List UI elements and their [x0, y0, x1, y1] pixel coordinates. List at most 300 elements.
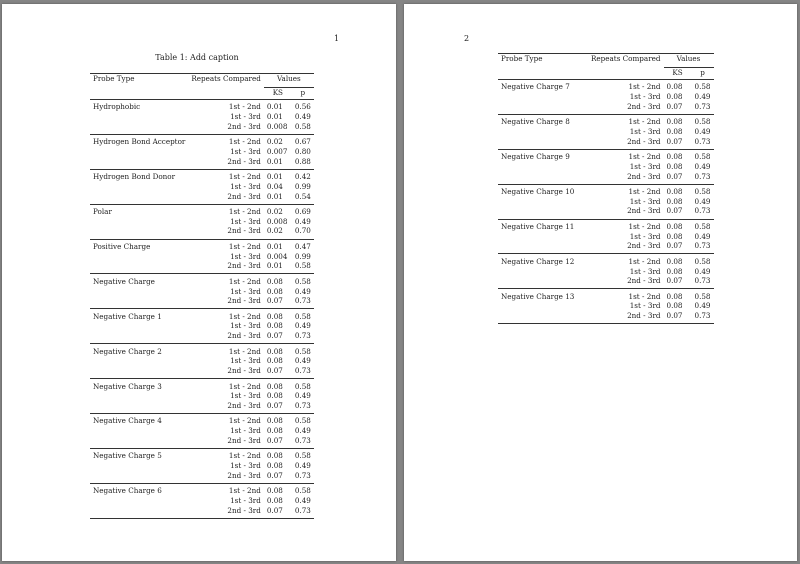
- p-value-cell: 0.49: [294, 495, 311, 505]
- probe-type-cell: [90, 461, 188, 471]
- p-value-cell: 0.58: [694, 256, 711, 266]
- p-value-cell: 0.69: [294, 207, 311, 217]
- ks-value-cell: 0.07: [666, 206, 683, 216]
- ks-value-cell: 0.008: [266, 121, 288, 131]
- probe-type-cell: Negative Charge 6: [93, 486, 162, 496]
- p-value-cell: 0.58: [294, 311, 311, 321]
- probe-type-cell: Negative Charge 5: [93, 451, 162, 461]
- repeats-cell: 1st - 2nd: [228, 416, 261, 426]
- table-row: [90, 134, 314, 147]
- table-row: [498, 311, 714, 324]
- ks-value-cell: 0.07: [666, 136, 683, 146]
- results-table: [498, 53, 714, 324]
- repeats-cell: 2nd - 3rd: [227, 261, 261, 271]
- table-row: [90, 100, 314, 113]
- header-ks: KS: [664, 68, 692, 80]
- table-row: [90, 204, 314, 217]
- header-repeats-compared: Repeats Compared: [188, 74, 264, 88]
- p-value-cell: 0.73: [694, 136, 711, 146]
- repeats-cell: 1st - 3rd: [230, 461, 261, 470]
- repeats-cell: 1st - 3rd: [230, 216, 261, 226]
- repeats-cell: 2nd - 3rd: [227, 400, 261, 410]
- ks-value-cell: 0.08: [266, 356, 283, 366]
- p-value-cell: 0.58: [694, 221, 711, 231]
- table-row: [498, 92, 714, 102]
- p-value-cell: 0.73: [694, 276, 711, 286]
- probe-type-cell: [498, 137, 588, 150]
- document-page-2: [404, 4, 797, 561]
- repeats-cell: 1st - 3rd: [230, 356, 261, 366]
- ks-value-cell: 0.01: [266, 156, 283, 166]
- probe-type-cell: [90, 112, 188, 122]
- probe-type-cell: [498, 301, 588, 311]
- ks-value-cell: 0.07: [266, 331, 283, 341]
- repeats-cell: 2nd - 3rd: [227, 331, 261, 341]
- p-value-cell: 0.49: [694, 301, 711, 311]
- table-row: [90, 391, 314, 401]
- p-value-cell: 0.73: [694, 311, 711, 321]
- table-row: [90, 401, 314, 414]
- p-value-cell: 0.99: [294, 181, 311, 191]
- p-value-cell: 0.67: [294, 137, 311, 147]
- repeats-cell: 1st - 2nd: [228, 311, 261, 321]
- probe-type-cell: [90, 471, 188, 484]
- p-value-cell: 0.73: [694, 206, 711, 216]
- p-value-cell: 0.99: [294, 251, 311, 261]
- ks-value-cell: 0.08: [266, 486, 283, 496]
- probe-group: [90, 448, 314, 483]
- probe-type-cell: [498, 232, 588, 242]
- probe-type-cell: [498, 102, 588, 115]
- table-row: [90, 414, 314, 427]
- document-page-1: [2, 4, 396, 561]
- repeats-cell: 2nd - 3rd: [227, 470, 261, 480]
- probe-type-cell: [90, 391, 188, 401]
- probe-type-cell: Hydrophobic: [93, 102, 141, 112]
- probe-type-cell: Negative Charge 13: [501, 291, 575, 301]
- ks-value-cell: 0.08: [266, 311, 283, 321]
- table-row: [90, 506, 314, 519]
- p-value-cell: 0.73: [294, 470, 311, 480]
- repeats-cell: 1st - 2nd: [228, 207, 261, 217]
- ks-value-cell: 0.08: [666, 231, 683, 241]
- ks-value-cell: 0.07: [666, 311, 683, 321]
- table-row: [90, 366, 314, 379]
- repeats-cell: 2nd - 3rd: [627, 101, 661, 111]
- repeats-cell: 1st - 3rd: [629, 231, 661, 241]
- p-value-cell: 0.58: [294, 451, 311, 461]
- probe-type-cell: [90, 182, 188, 192]
- p-value-cell: 0.88: [294, 156, 311, 166]
- header-p: p: [692, 68, 714, 80]
- probe-type-cell: [498, 92, 588, 102]
- p-value-cell: 0.58: [294, 381, 311, 391]
- probe-type-cell: [90, 122, 188, 135]
- repeats-cell: 2nd - 3rd: [227, 226, 261, 236]
- probe-group: [498, 114, 714, 149]
- ks-value-cell: 0.08: [666, 256, 683, 266]
- probe-type-cell: Negative Charge: [93, 276, 155, 286]
- repeats-cell: 1st - 2nd: [228, 276, 261, 286]
- repeats-cell: 1st - 3rd: [230, 181, 261, 191]
- repeats-cell: 2nd - 3rd: [627, 241, 661, 251]
- probe-type-cell: [90, 401, 188, 414]
- repeats-cell: 2nd - 3rd: [627, 171, 661, 181]
- ks-value-cell: 0.07: [266, 296, 283, 306]
- probe-type-cell: [90, 426, 188, 436]
- probe-type-cell: Negative Charge 1: [93, 311, 162, 321]
- table-row: [90, 147, 314, 157]
- p-value-cell: 0.49: [294, 426, 311, 436]
- table-row: [90, 112, 314, 122]
- table-row: [90, 274, 314, 287]
- probe-type-cell: Negative Charge 11: [501, 221, 575, 231]
- probe-group: [90, 414, 314, 449]
- probe-group: [90, 274, 314, 309]
- table-row: [498, 206, 714, 219]
- ks-value-cell: 0.08: [266, 495, 283, 505]
- results-table: [90, 73, 314, 519]
- table-row: [90, 471, 314, 484]
- probe-type-cell: [90, 436, 188, 449]
- ks-value-cell: 0.01: [266, 261, 283, 271]
- probe-type-cell: Positive Charge: [93, 241, 151, 251]
- ks-value-cell: 0.08: [666, 221, 683, 231]
- repeats-cell: 1st - 3rd: [230, 426, 261, 436]
- probe-type-cell: [90, 226, 188, 239]
- ks-value-cell: 0.01: [266, 191, 283, 201]
- table-row: [90, 226, 314, 239]
- probe-group: [498, 184, 714, 219]
- probe-group: [498, 149, 714, 184]
- table-row: [90, 321, 314, 331]
- table-row: [90, 192, 314, 205]
- header-values: Values: [264, 74, 314, 88]
- repeats-cell: 1st - 2nd: [228, 102, 261, 112]
- repeats-cell: 2nd - 3rd: [227, 156, 261, 166]
- repeats-cell: 1st - 3rd: [230, 112, 261, 122]
- p-value-cell: 0.56: [294, 102, 311, 112]
- table-row: [90, 309, 314, 322]
- table-row: [90, 182, 314, 192]
- probe-type-cell: [90, 366, 188, 379]
- repeats-cell: 2nd - 3rd: [627, 276, 661, 286]
- repeats-cell: 1st - 2nd: [628, 117, 661, 127]
- table-row: [498, 197, 714, 207]
- probe-type-cell: [90, 287, 188, 297]
- ks-value-cell: 0.08: [266, 381, 283, 391]
- table-row: [90, 379, 314, 392]
- ks-value-cell: 0.02: [266, 226, 283, 236]
- ks-value-cell: 0.007: [266, 146, 288, 156]
- probe-type-cell: [90, 356, 188, 366]
- table-row: [498, 80, 714, 93]
- probe-type-cell: Negative Charge 3: [93, 381, 162, 391]
- page-number: 2: [464, 34, 470, 43]
- p-value-cell: 0.49: [694, 161, 711, 171]
- probe-type-cell: Negative Charge 8: [501, 117, 570, 127]
- table-row: [498, 149, 714, 162]
- table-row: [90, 356, 314, 366]
- p-value-cell: 0.42: [294, 172, 311, 182]
- probe-group: [498, 254, 714, 289]
- probe-type-cell: Polar: [93, 207, 112, 217]
- repeats-cell: 1st - 2nd: [228, 346, 261, 356]
- header-p: p: [292, 88, 314, 100]
- ks-value-cell: 0.02: [266, 137, 283, 147]
- ks-value-cell: 0.08: [666, 152, 683, 162]
- ks-value-cell: 0.08: [266, 346, 283, 356]
- probe-type-cell: [90, 157, 188, 170]
- ks-value-cell: 0.04: [266, 181, 283, 191]
- ks-value-cell: 0.07: [666, 171, 683, 181]
- probe-type-cell: [90, 296, 188, 309]
- ks-value-cell: 0.008: [266, 216, 288, 226]
- ks-value-cell: 0.07: [266, 400, 283, 410]
- probe-type-cell: [498, 311, 588, 324]
- table-row: [90, 252, 314, 262]
- table-row: [498, 102, 714, 115]
- probe-group: [90, 134, 314, 169]
- repeats-cell: 1st - 2nd: [628, 187, 661, 197]
- ks-value-cell: 0.08: [666, 301, 683, 311]
- ks-value-cell: 0.01: [266, 112, 283, 122]
- probe-type-cell: Negative Charge 10: [501, 187, 575, 197]
- ks-value-cell: 0.01: [266, 102, 283, 112]
- repeats-cell: 2nd - 3rd: [227, 366, 261, 376]
- table-row: [498, 289, 714, 302]
- probe-type-cell: [498, 267, 588, 277]
- table-row: [90, 261, 314, 274]
- repeats-cell: 1st - 2nd: [628, 291, 661, 301]
- table-row: [498, 127, 714, 137]
- ks-value-cell: 0.08: [666, 196, 683, 206]
- probe-group: [90, 169, 314, 204]
- table-row: [90, 426, 314, 436]
- repeats-cell: 1st - 3rd: [230, 146, 261, 156]
- repeats-cell: 2nd - 3rd: [227, 121, 261, 131]
- table-row: [498, 276, 714, 289]
- repeats-cell: 1st - 3rd: [629, 196, 661, 206]
- probe-group: [90, 344, 314, 379]
- probe-type-cell: Negative Charge 12: [501, 256, 575, 266]
- probe-type-cell: [90, 261, 188, 274]
- table-row: [90, 483, 314, 496]
- p-value-cell: 0.58: [294, 121, 311, 131]
- repeats-cell: 1st - 2nd: [628, 152, 661, 162]
- p-value-cell: 0.58: [294, 416, 311, 426]
- repeats-cell: 1st - 3rd: [230, 391, 261, 401]
- ks-value-cell: 0.02: [266, 207, 283, 217]
- repeats-cell: 1st - 2nd: [228, 137, 261, 147]
- table-row: [498, 254, 714, 267]
- probe-type-cell: [498, 162, 588, 172]
- p-value-cell: 0.70: [294, 226, 311, 236]
- repeats-cell: 1st - 2nd: [628, 82, 661, 92]
- table-row: [498, 114, 714, 127]
- repeats-cell: 1st - 3rd: [629, 126, 661, 136]
- ks-value-cell: 0.07: [266, 470, 283, 480]
- probe-group: [498, 219, 714, 254]
- probe-type-cell: [90, 331, 188, 344]
- table-caption: Table 1: Add caption: [155, 53, 239, 62]
- probe-type-cell: Hydrogen Bond Acceptor: [93, 137, 186, 147]
- ks-value-cell: 0.08: [666, 266, 683, 276]
- p-value-cell: 0.73: [294, 505, 311, 515]
- repeats-cell: 1st - 3rd: [629, 301, 661, 311]
- ks-value-cell: 0.08: [666, 92, 683, 102]
- p-value-cell: 0.47: [294, 241, 311, 251]
- table-row: [90, 436, 314, 449]
- table-row: [498, 301, 714, 311]
- header-probe-type: Probe Type: [498, 54, 588, 68]
- repeats-cell: 1st - 3rd: [230, 495, 261, 505]
- p-value-cell: 0.49: [694, 92, 711, 102]
- table-row: [90, 461, 314, 471]
- repeats-cell: 2nd - 3rd: [627, 206, 661, 216]
- p-value-cell: 0.58: [294, 486, 311, 496]
- repeats-cell: 2nd - 3rd: [627, 136, 661, 146]
- p-value-cell: 0.58: [694, 187, 711, 197]
- p-value-cell: 0.58: [694, 82, 711, 92]
- table-row: [90, 169, 314, 182]
- table-row: [90, 217, 314, 227]
- table-row: [498, 219, 714, 232]
- table-row: [498, 241, 714, 254]
- table-row: [90, 287, 314, 297]
- table-row: [90, 496, 314, 506]
- probe-type-cell: [498, 172, 588, 185]
- probe-type-cell: [90, 506, 188, 519]
- table-row: [498, 267, 714, 277]
- header-probe-type: Probe Type: [90, 74, 188, 88]
- probe-type-cell: [90, 147, 188, 157]
- ks-value-cell: 0.07: [666, 241, 683, 251]
- probe-type-cell: [90, 252, 188, 262]
- table-row: [498, 172, 714, 185]
- probe-group: [498, 289, 714, 324]
- ks-value-cell: 0.08: [666, 82, 683, 92]
- p-value-cell: 0.49: [694, 266, 711, 276]
- ks-value-cell: 0.01: [266, 172, 283, 182]
- table-row: [498, 137, 714, 150]
- repeats-cell: 2nd - 3rd: [227, 505, 261, 515]
- repeats-cell: 1st - 3rd: [230, 286, 261, 296]
- ks-value-cell: 0.08: [666, 126, 683, 136]
- repeats-cell: 1st - 2nd: [228, 241, 261, 251]
- repeats-cell: 1st - 3rd: [629, 161, 661, 171]
- p-value-cell: 0.58: [294, 261, 311, 271]
- probe-type-cell: [90, 192, 188, 205]
- ks-value-cell: 0.07: [266, 505, 283, 515]
- table-row: [90, 331, 314, 344]
- probe-type-cell: [498, 197, 588, 207]
- p-value-cell: 0.58: [294, 276, 311, 286]
- header-values: Values: [664, 54, 714, 68]
- p-value-cell: 0.49: [694, 231, 711, 241]
- probe-type-cell: [498, 206, 588, 219]
- repeats-cell: 1st - 2nd: [228, 172, 261, 182]
- ks-value-cell: 0.07: [666, 101, 683, 111]
- table-row: [90, 157, 314, 170]
- p-value-cell: 0.49: [694, 126, 711, 136]
- ks-value-cell: 0.08: [666, 187, 683, 197]
- ks-value-cell: 0.08: [266, 451, 283, 461]
- table-row: [90, 296, 314, 309]
- p-value-cell: 0.49: [294, 461, 311, 470]
- p-value-cell: 0.49: [294, 391, 311, 401]
- table-row: [498, 184, 714, 197]
- p-value-cell: 0.73: [294, 435, 311, 445]
- p-value-cell: 0.54: [294, 191, 311, 201]
- repeats-cell: 1st - 2nd: [228, 486, 261, 496]
- repeats-cell: 1st - 2nd: [628, 221, 661, 231]
- probe-type-cell: Hydrogen Bond Donor: [93, 172, 176, 182]
- header-ks: KS: [264, 88, 292, 100]
- probe-group: [90, 309, 314, 344]
- repeats-cell: 1st - 3rd: [230, 251, 261, 261]
- p-value-cell: 0.49: [294, 216, 311, 226]
- ks-value-cell: 0.08: [266, 391, 283, 401]
- ks-value-cell: 0.08: [266, 426, 283, 436]
- p-value-cell: 0.49: [294, 321, 311, 331]
- table-row: [90, 448, 314, 461]
- repeats-cell: 1st - 3rd: [629, 92, 661, 102]
- probe-group: [90, 483, 314, 518]
- repeats-cell: 2nd - 3rd: [227, 435, 261, 445]
- p-value-cell: 0.73: [294, 331, 311, 341]
- ks-value-cell: 0.07: [666, 276, 683, 286]
- p-value-cell: 0.58: [694, 291, 711, 301]
- ks-value-cell: 0.07: [266, 366, 283, 376]
- ks-value-cell: 0.01: [266, 241, 283, 251]
- ks-value-cell: 0.08: [266, 461, 283, 470]
- probe-group: [90, 204, 314, 239]
- p-value-cell: 0.49: [694, 196, 711, 206]
- repeats-cell: 2nd - 3rd: [627, 311, 661, 321]
- p-value-cell: 0.73: [294, 400, 311, 410]
- ks-value-cell: 0.08: [666, 161, 683, 171]
- probe-group: [90, 239, 314, 274]
- probe-type-cell: [90, 496, 188, 506]
- p-value-cell: 0.73: [694, 171, 711, 181]
- repeats-cell: 2nd - 3rd: [227, 191, 261, 201]
- p-value-cell: 0.73: [694, 241, 711, 251]
- ks-value-cell: 0.08: [266, 276, 283, 286]
- probe-type-cell: [498, 276, 588, 289]
- repeats-cell: 1st - 2nd: [228, 451, 261, 461]
- repeats-cell: 2nd - 3rd: [227, 296, 261, 306]
- probe-group: [498, 80, 714, 115]
- p-value-cell: 0.73: [694, 101, 711, 111]
- page-number: 1: [334, 34, 340, 43]
- probe-type-cell: [90, 321, 188, 331]
- probe-type-cell: Negative Charge 2: [93, 346, 162, 356]
- table-row: [90, 239, 314, 252]
- table-row: [498, 232, 714, 242]
- probe-type-cell: Negative Charge 7: [501, 82, 570, 92]
- table-row: [90, 344, 314, 357]
- probe-type-cell: [90, 217, 188, 227]
- ks-value-cell: 0.08: [666, 291, 683, 301]
- p-value-cell: 0.58: [294, 346, 311, 356]
- p-value-cell: 0.73: [294, 366, 311, 376]
- probe-group: [90, 379, 314, 414]
- repeats-cell: 1st - 2nd: [228, 381, 261, 391]
- probe-type-cell: [498, 241, 588, 254]
- p-value-cell: 0.80: [294, 146, 311, 156]
- repeats-cell: 1st - 3rd: [230, 321, 261, 331]
